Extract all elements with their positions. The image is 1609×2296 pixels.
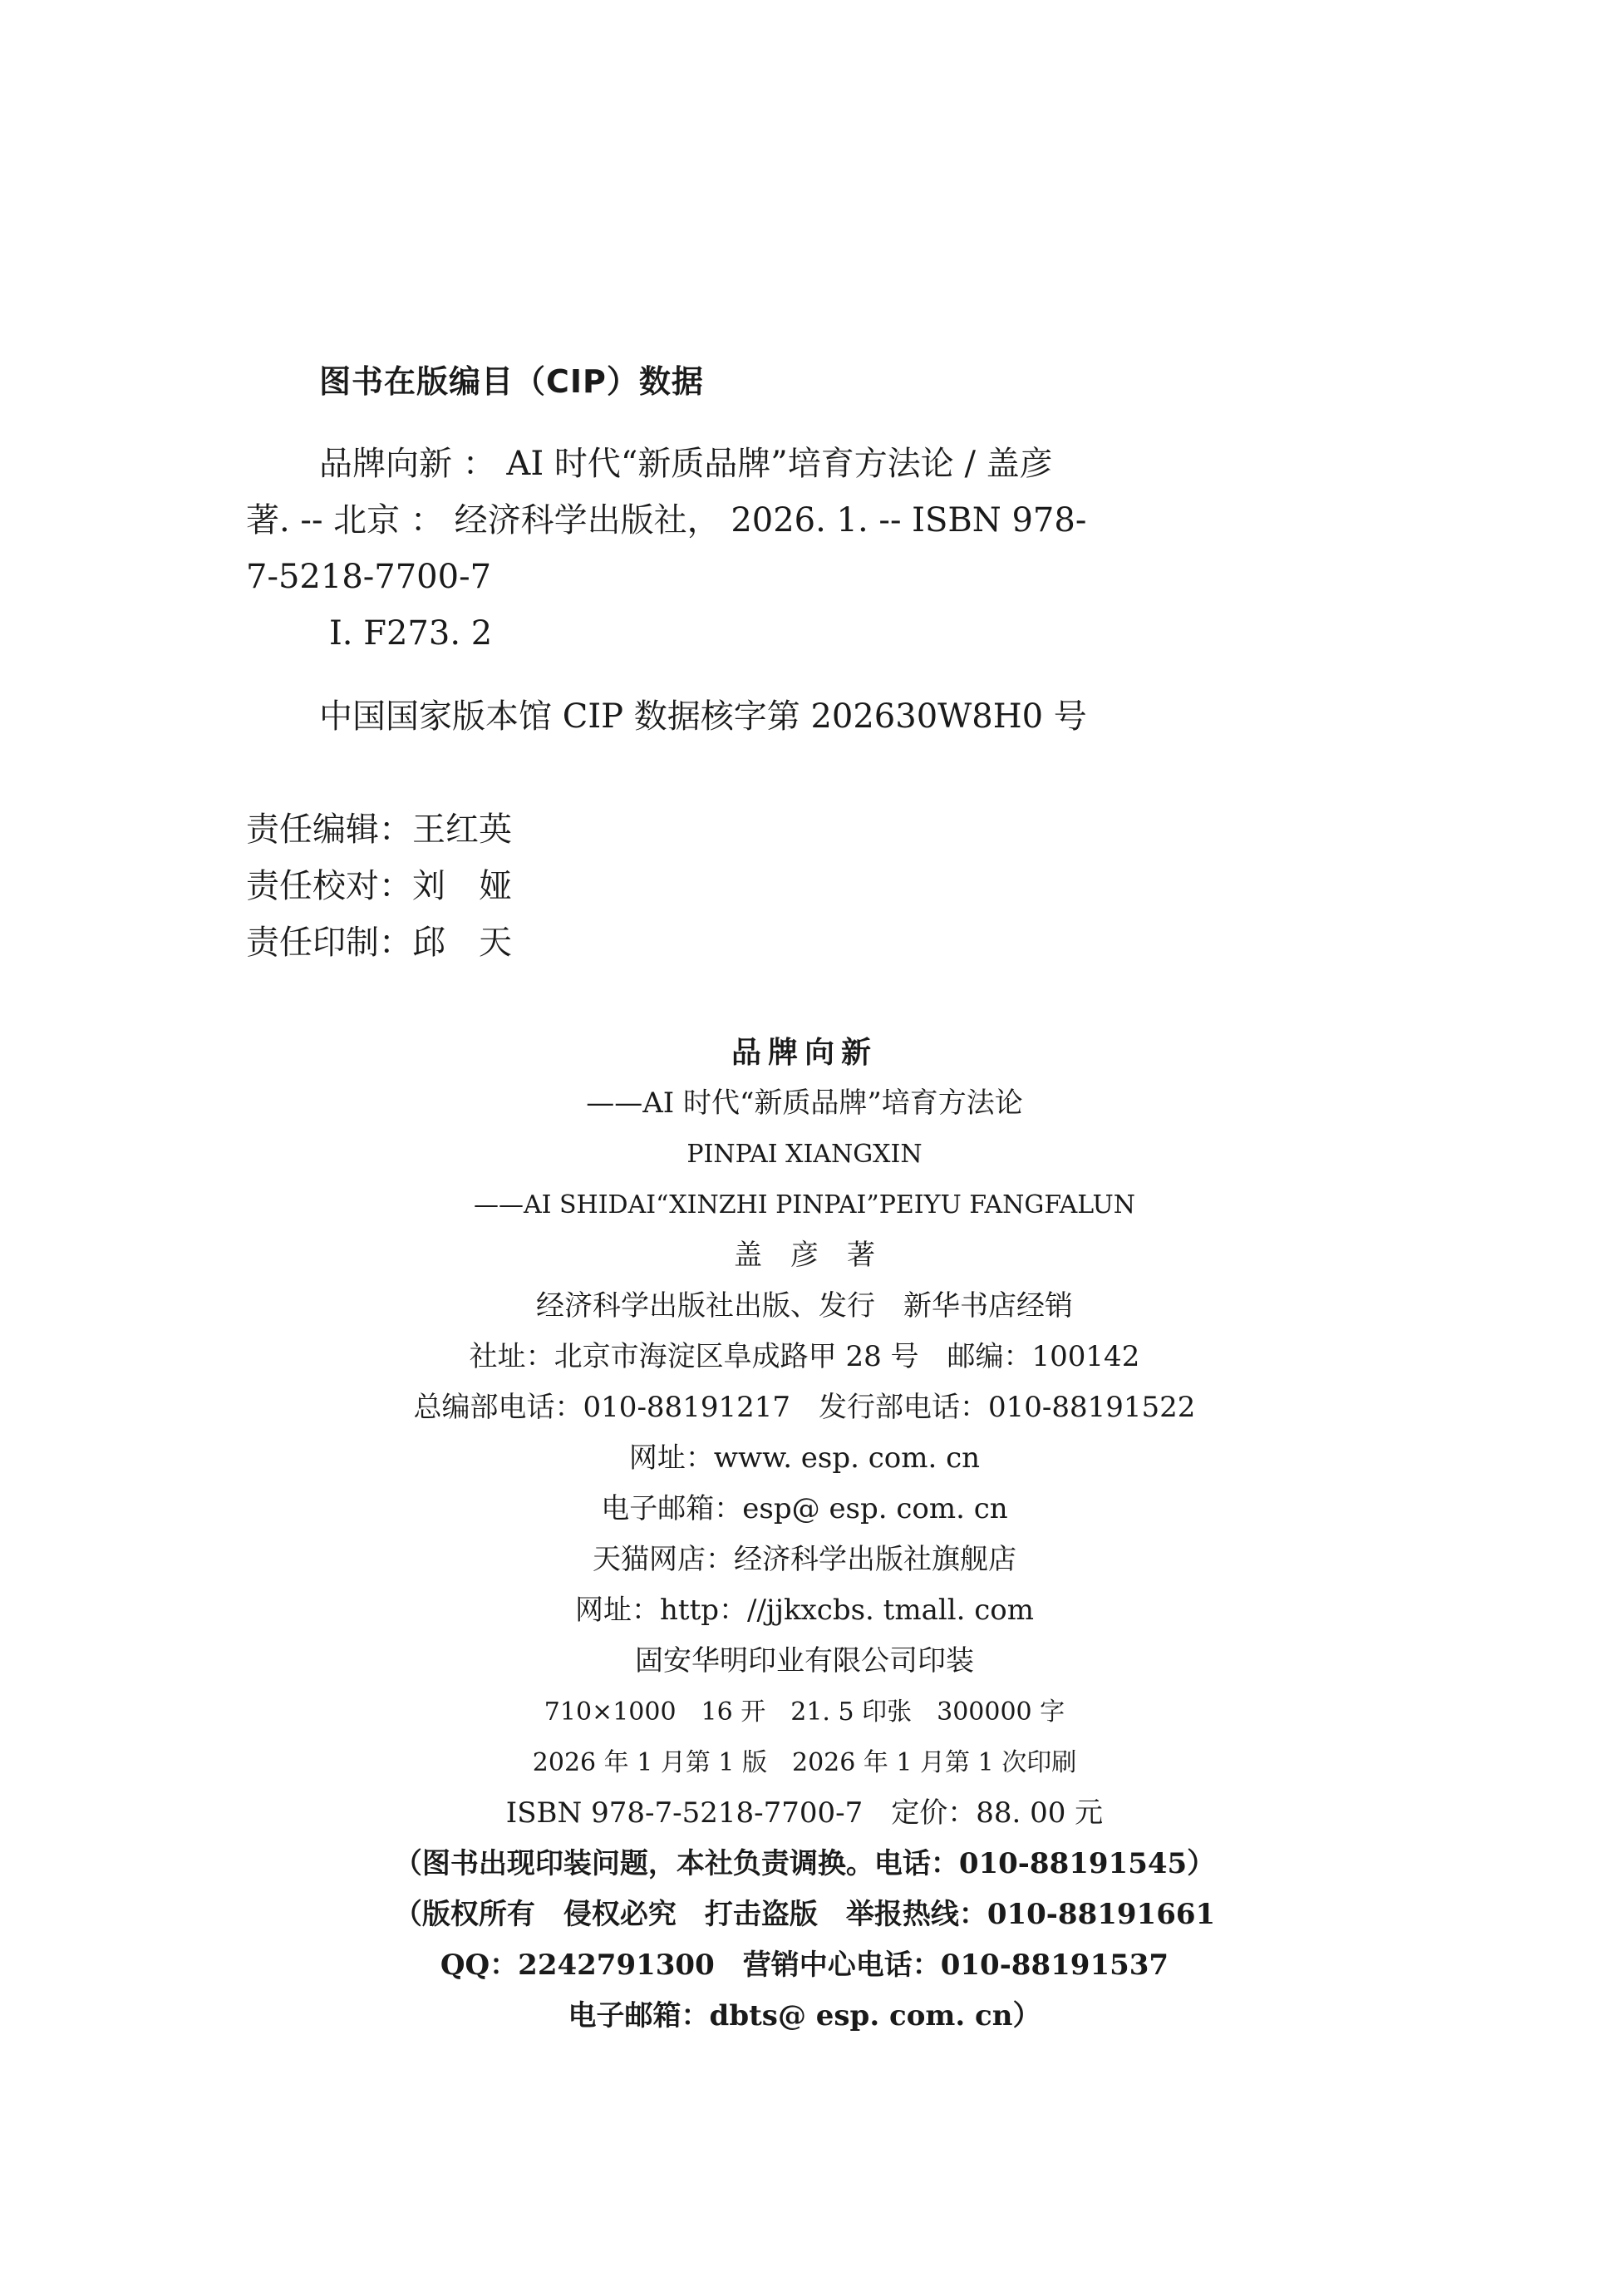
- staff-proofreader: 责任校对：刘 娅: [246, 867, 512, 905]
- tmall-store: 天猫网店：经济科学出版社旗舰店: [593, 1543, 1016, 1576]
- notice-quality: （图书出现印装问题，本社负责调换。电话：010-88191545）: [393, 1847, 1216, 1880]
- isbn-price: ISBN 978-7-5218-7700-7 定价：88. 00 元: [505, 1796, 1104, 1830]
- notice-copyright: （版权所有 侵权必究 打击盗版 举报热线：010-88191661: [393, 1898, 1216, 1931]
- colophon: [0, 1027, 1609, 2042]
- book-subtitle: ——AI 时代“新质品牌”培育方法论: [586, 1086, 1023, 1120]
- publisher-phones: 总编部电话：010-88191217 发行部电话：010-88191522: [413, 1391, 1196, 1424]
- notice-contacts: QQ：2242791300 营销中心电话：010-88191537: [440, 1949, 1169, 1982]
- notice-email: 电子邮箱：dbts@ esp. com. cn）: [568, 1999, 1041, 2032]
- cip-line-classification: Ⅰ. F273. 2: [329, 614, 493, 653]
- tmall-url: 网址：http：//jjkxcbs. tmall. com: [575, 1594, 1034, 1627]
- book-edition: 2026 年 1 月第 1 版 2026 年 1 月第 1 次印刷: [532, 1748, 1077, 1777]
- staff-editor: 责任编辑：王红英: [246, 810, 512, 849]
- publisher-email: 电子邮箱：esp@ esp. com. cn: [601, 1492, 1008, 1525]
- publisher-address: 社址：北京市海淀区阜成路甲 28 号 邮编：100142: [469, 1340, 1140, 1373]
- cip-record-number: 中国国家版本馆 CIP 数据核字第 202630W8H0 号: [319, 697, 1087, 736]
- printer: 固安华明印业有限公司印装: [635, 1644, 974, 1678]
- staff-printing: 责任印制：邱 天: [246, 924, 512, 962]
- book-title-pinyin: PINPAI XIANGXIN: [686, 1140, 923, 1169]
- book-title: 品牌向新: [731, 1036, 878, 1070]
- cip-line-publication: 著. -- 北京 ： 经济科学出版社， 2026. 1. -- ISBN 978-: [246, 501, 1087, 540]
- book-specs: 710×1000 16 开 21. 5 印张 300000 字: [544, 1697, 1065, 1727]
- book-author: 盖 彦 著: [734, 1239, 875, 1272]
- publisher-website: 网址：www. esp. com. cn: [628, 1441, 981, 1475]
- book-subtitle-pinyin: ——AI SHIDAI“XINZHI PINPAI”PEIYU FANGFALUN: [473, 1190, 1136, 1219]
- publisher-line: 经济科学出版社出版、发行 新华书店经销: [536, 1289, 1073, 1323]
- cip-line-title: 品牌向新 ： AI 时代“新质品牌”培育方法论 / 盖彦: [319, 445, 1053, 483]
- cip-heading: 图书在版编目（CIP）数据: [319, 363, 704, 400]
- cip-line-isbn: 7-5218-7700-7: [246, 558, 492, 596]
